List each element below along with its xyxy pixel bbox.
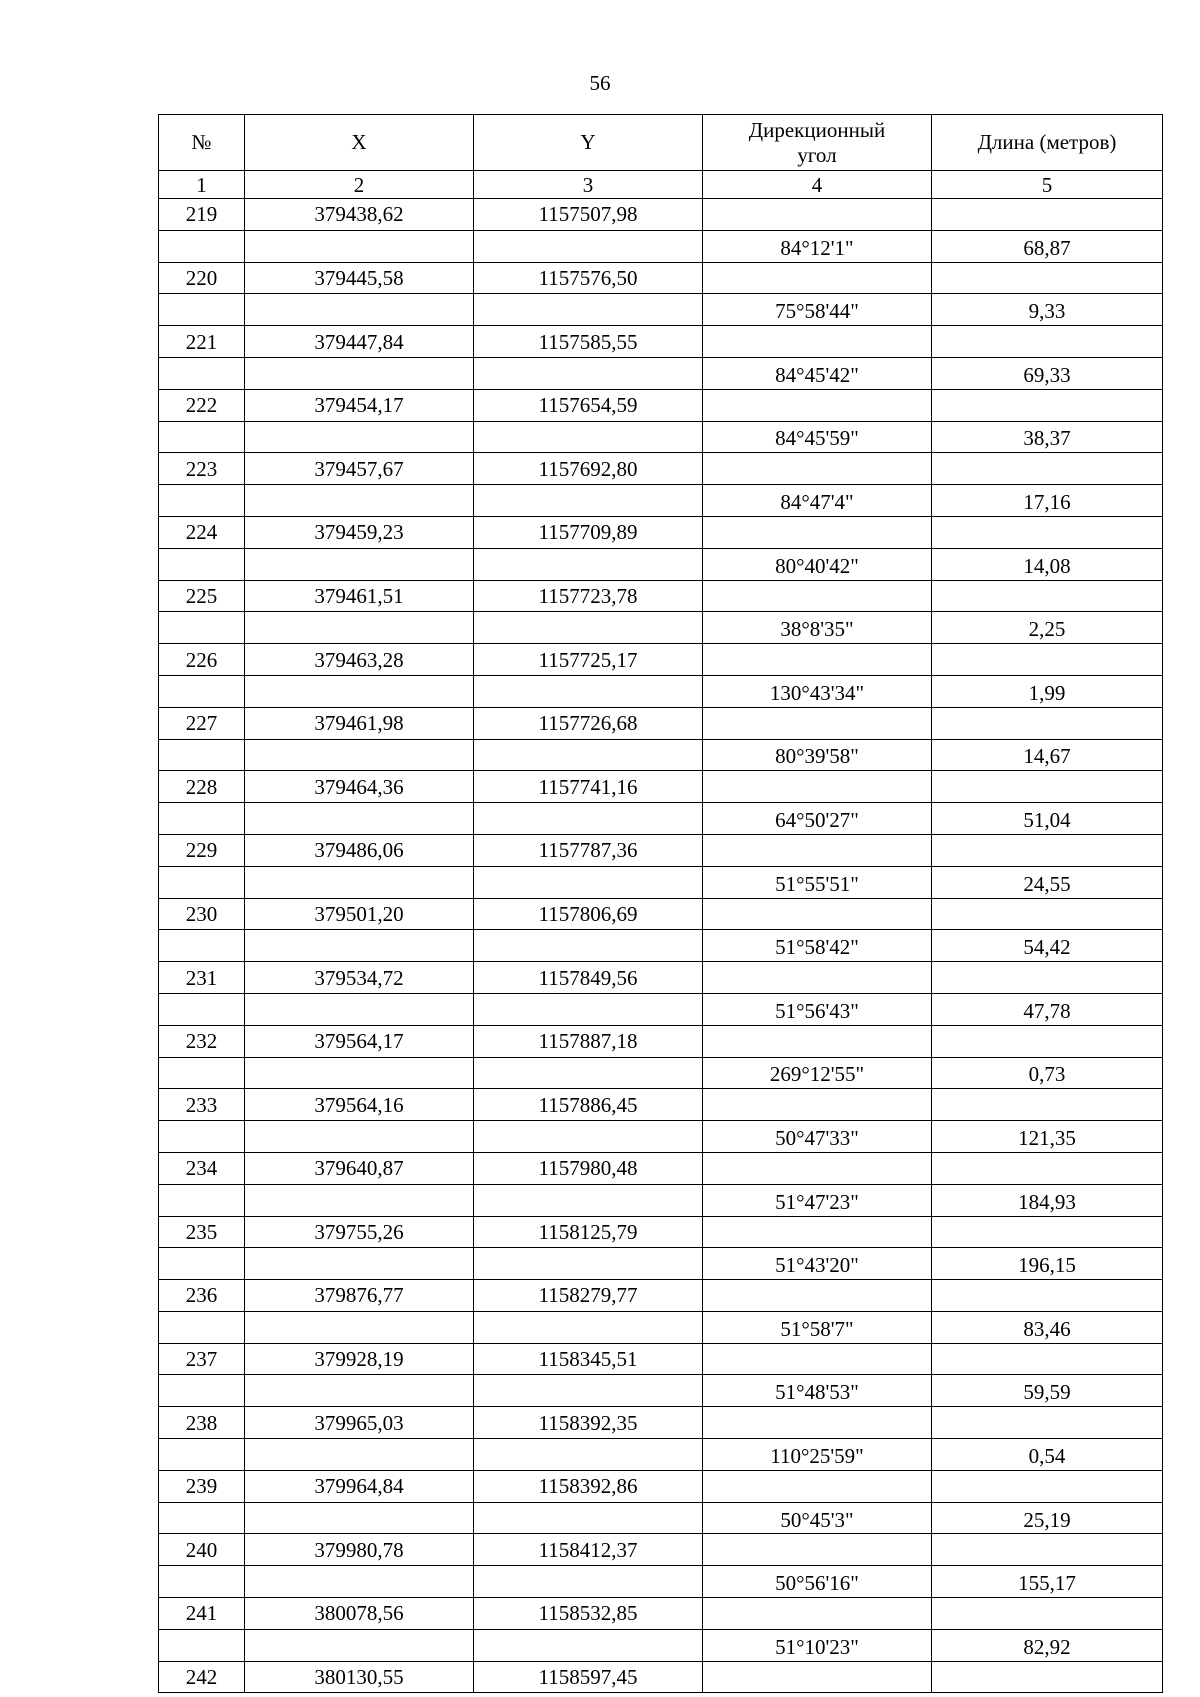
point-number-cell: 237 — [159, 1343, 245, 1375]
x-coordinate-cell: 379964,84 — [245, 1470, 474, 1502]
y-coordinate-cell: 1158392,35 — [474, 1407, 703, 1439]
direction-angle-cell: 84°45'59" — [703, 421, 932, 453]
y-coordinate-cell — [474, 1057, 703, 1089]
table-row — [159, 357, 1163, 389]
point-number-cell: 223 — [159, 453, 245, 485]
direction-angle-cell: 84°12'1" — [703, 230, 932, 262]
y-coordinate-cell — [474, 1184, 703, 1216]
x-coordinate-cell — [245, 1121, 474, 1153]
y-coordinate-cell: 1158279,77 — [474, 1280, 703, 1312]
length-cell — [932, 898, 1163, 930]
y-coordinate-cell: 1157585,55 — [474, 326, 703, 358]
length-cell — [932, 834, 1163, 866]
length-cell — [932, 516, 1163, 548]
table-row — [159, 1534, 1163, 1566]
point-number-cell: 235 — [159, 1216, 245, 1248]
length-cell: 51,04 — [932, 803, 1163, 835]
table-row — [159, 898, 1163, 930]
y-coordinate-cell: 1157886,45 — [474, 1089, 703, 1121]
table-row — [159, 1248, 1163, 1280]
table-row — [159, 199, 1163, 231]
y-coordinate-cell: 1157654,59 — [474, 389, 703, 421]
point-number-cell — [159, 675, 245, 707]
point-number-cell: 225 — [159, 580, 245, 612]
direction-angle-cell — [703, 326, 932, 358]
table-row — [159, 230, 1163, 262]
point-number-cell: 226 — [159, 644, 245, 676]
table-row — [159, 1375, 1163, 1407]
x-coordinate-cell — [245, 485, 474, 517]
x-coordinate-cell — [245, 930, 474, 962]
x-coordinate-cell: 379501,20 — [245, 898, 474, 930]
point-number-cell — [159, 739, 245, 771]
length-cell: 1,99 — [932, 675, 1163, 707]
point-number-cell: 221 — [159, 326, 245, 358]
x-coordinate-cell: 379980,78 — [245, 1534, 474, 1566]
length-cell — [932, 580, 1163, 612]
y-coordinate-cell: 1157725,17 — [474, 644, 703, 676]
table-row — [159, 485, 1163, 517]
direction-angle-cell: 80°39'58" — [703, 739, 932, 771]
length-cell — [932, 1598, 1163, 1630]
length-cell: 47,78 — [932, 993, 1163, 1025]
direction-angle-cell — [703, 1089, 932, 1121]
direction-angle-cell: 110°25'59" — [703, 1439, 932, 1471]
point-number-cell: 236 — [159, 1280, 245, 1312]
table-row — [159, 580, 1163, 612]
length-cell — [932, 199, 1163, 231]
direction-angle-cell: 50°47'33" — [703, 1121, 932, 1153]
x-coordinate-cell — [245, 993, 474, 1025]
point-number-cell: 220 — [159, 262, 245, 294]
direction-angle-cell: 84°47'4" — [703, 485, 932, 517]
length-cell: 68,87 — [932, 230, 1163, 262]
length-cell: 54,42 — [932, 930, 1163, 962]
table-row — [159, 1184, 1163, 1216]
x-coordinate-cell — [245, 1566, 474, 1598]
table-row — [159, 1407, 1163, 1439]
x-coordinate-cell — [245, 1502, 474, 1534]
table-row — [159, 644, 1163, 676]
length-cell: 14,67 — [932, 739, 1163, 771]
length-cell: 17,16 — [932, 485, 1163, 517]
length-cell: 69,33 — [932, 357, 1163, 389]
x-coordinate-cell — [245, 1629, 474, 1661]
table-row — [159, 1152, 1163, 1184]
point-number-cell: 222 — [159, 389, 245, 421]
table-row — [159, 1629, 1163, 1661]
point-number-cell — [159, 866, 245, 898]
point-number-cell — [159, 357, 245, 389]
x-coordinate-cell — [245, 548, 474, 580]
point-number-cell — [159, 1566, 245, 1598]
length-cell: 83,46 — [932, 1311, 1163, 1343]
direction-angle-cell — [703, 516, 932, 548]
table-body — [159, 199, 1163, 1693]
y-coordinate-cell — [474, 993, 703, 1025]
length-cell — [932, 1280, 1163, 1312]
direction-angle-cell — [703, 1280, 932, 1312]
x-coordinate-cell: 379928,19 — [245, 1343, 474, 1375]
point-number-cell: 242 — [159, 1661, 245, 1693]
x-coordinate-cell: 379464,36 — [245, 771, 474, 803]
y-coordinate-cell: 1158532,85 — [474, 1598, 703, 1630]
length-cell — [932, 1216, 1163, 1248]
x-coordinate-cell — [245, 1375, 474, 1407]
x-coordinate-cell: 379463,28 — [245, 644, 474, 676]
length-cell — [932, 1089, 1163, 1121]
column-number: 5 — [932, 171, 1163, 199]
point-number-cell — [159, 1121, 245, 1153]
point-number-cell: 232 — [159, 1025, 245, 1057]
x-coordinate-cell: 379461,51 — [245, 580, 474, 612]
x-coordinate-cell: 379876,77 — [245, 1280, 474, 1312]
point-number-cell — [159, 1502, 245, 1534]
point-number-cell — [159, 548, 245, 580]
column-number: 4 — [703, 171, 932, 199]
point-number-cell: 238 — [159, 1407, 245, 1439]
direction-angle-cell — [703, 1343, 932, 1375]
y-coordinate-cell — [474, 1502, 703, 1534]
table-row — [159, 1216, 1163, 1248]
direction-angle-cell — [703, 1661, 932, 1693]
direction-angle-cell — [703, 707, 932, 739]
table-row — [159, 453, 1163, 485]
y-coordinate-cell: 1157980,48 — [474, 1152, 703, 1184]
column-number: 2 — [245, 171, 474, 199]
table-row — [159, 707, 1163, 739]
y-coordinate-cell — [474, 357, 703, 389]
point-number-cell — [159, 1629, 245, 1661]
length-cell: 0,73 — [932, 1057, 1163, 1089]
length-cell: 184,93 — [932, 1184, 1163, 1216]
direction-angle-cell: 38°8'35" — [703, 612, 932, 644]
x-coordinate-cell — [245, 357, 474, 389]
direction-angle-cell: 84°45'42" — [703, 357, 932, 389]
table-row — [159, 1439, 1163, 1471]
length-cell: 121,35 — [932, 1121, 1163, 1153]
table-row — [159, 1566, 1163, 1598]
y-coordinate-cell: 1157692,80 — [474, 453, 703, 485]
table-row — [159, 262, 1163, 294]
x-coordinate-cell — [245, 1311, 474, 1343]
y-coordinate-cell — [474, 739, 703, 771]
table-row — [159, 675, 1163, 707]
y-coordinate-cell — [474, 866, 703, 898]
length-cell: 59,59 — [932, 1375, 1163, 1407]
column-number: 1 — [159, 171, 245, 199]
length-cell: 38,37 — [932, 421, 1163, 453]
y-coordinate-cell: 1157723,78 — [474, 580, 703, 612]
direction-angle-cell: 50°45'3" — [703, 1502, 932, 1534]
point-number-cell: 231 — [159, 962, 245, 994]
coordinates-table — [158, 114, 1163, 1693]
direction-angle-cell: 64°50'27" — [703, 803, 932, 835]
length-cell — [932, 644, 1163, 676]
direction-angle-cell — [703, 389, 932, 421]
point-number-cell — [159, 230, 245, 262]
table-row — [159, 1280, 1163, 1312]
x-coordinate-cell — [245, 675, 474, 707]
x-coordinate-cell: 379564,16 — [245, 1089, 474, 1121]
length-cell — [932, 326, 1163, 358]
length-cell — [932, 1152, 1163, 1184]
x-coordinate-cell: 379459,23 — [245, 516, 474, 548]
x-coordinate-cell — [245, 866, 474, 898]
direction-angle-cell: 50°56'16" — [703, 1566, 932, 1598]
direction-angle-cell — [703, 262, 932, 294]
y-coordinate-cell — [474, 1439, 703, 1471]
table-row — [159, 1661, 1163, 1693]
table-row — [159, 803, 1163, 835]
direction-angle-cell: 51°48'53" — [703, 1375, 932, 1407]
y-coordinate-cell: 1158412,37 — [474, 1534, 703, 1566]
point-number-cell — [159, 1248, 245, 1280]
direction-angle-cell — [703, 1216, 932, 1248]
length-cell — [932, 1343, 1163, 1375]
point-number-cell: 224 — [159, 516, 245, 548]
header-x: X — [245, 115, 474, 171]
table-row — [159, 548, 1163, 580]
point-number-cell: 239 — [159, 1470, 245, 1502]
y-coordinate-cell: 1157726,68 — [474, 707, 703, 739]
length-cell — [932, 389, 1163, 421]
y-coordinate-cell — [474, 1248, 703, 1280]
direction-angle-cell: 51°58'7" — [703, 1311, 932, 1343]
y-coordinate-cell — [474, 803, 703, 835]
table-row — [159, 1057, 1163, 1089]
direction-angle-cell: 75°58'44" — [703, 294, 932, 326]
y-coordinate-cell — [474, 294, 703, 326]
length-cell — [932, 962, 1163, 994]
direction-angle-cell — [703, 1598, 932, 1630]
direction-angle-cell: 51°10'23" — [703, 1629, 932, 1661]
y-coordinate-cell — [474, 548, 703, 580]
y-coordinate-cell: 1157576,50 — [474, 262, 703, 294]
y-coordinate-cell — [474, 612, 703, 644]
y-coordinate-cell: 1158597,45 — [474, 1661, 703, 1693]
x-coordinate-cell — [245, 803, 474, 835]
table-row — [159, 1311, 1163, 1343]
x-coordinate-cell: 379457,67 — [245, 453, 474, 485]
length-cell — [932, 1470, 1163, 1502]
y-coordinate-cell — [474, 421, 703, 453]
table-row — [159, 1025, 1163, 1057]
point-number-cell — [159, 1057, 245, 1089]
x-coordinate-cell: 379445,58 — [245, 262, 474, 294]
table-row — [159, 866, 1163, 898]
y-coordinate-cell: 1157887,18 — [474, 1025, 703, 1057]
table-row — [159, 739, 1163, 771]
direction-angle-cell — [703, 644, 932, 676]
x-coordinate-cell — [245, 612, 474, 644]
direction-angle-cell: 51°47'23" — [703, 1184, 932, 1216]
length-cell — [932, 1025, 1163, 1057]
table-row — [159, 389, 1163, 421]
header-direction-angle: Дирекционный угол — [703, 115, 932, 171]
table-row — [159, 1502, 1163, 1534]
length-cell — [932, 1534, 1163, 1566]
x-coordinate-cell: 379461,98 — [245, 707, 474, 739]
point-number-cell: 233 — [159, 1089, 245, 1121]
point-number-cell — [159, 1311, 245, 1343]
length-cell — [932, 1407, 1163, 1439]
table-row — [159, 1598, 1163, 1630]
y-coordinate-cell — [474, 675, 703, 707]
y-coordinate-cell — [474, 230, 703, 262]
y-coordinate-cell: 1158125,79 — [474, 1216, 703, 1248]
length-cell — [932, 1661, 1163, 1693]
header-number: № — [159, 115, 245, 171]
y-coordinate-cell — [474, 1375, 703, 1407]
point-number-cell: 219 — [159, 199, 245, 231]
x-coordinate-cell: 380078,56 — [245, 1598, 474, 1630]
length-cell: 82,92 — [932, 1629, 1163, 1661]
header-y: Y — [474, 115, 703, 171]
length-cell — [932, 771, 1163, 803]
x-coordinate-cell — [245, 421, 474, 453]
point-number-cell: 229 — [159, 834, 245, 866]
point-number-cell — [159, 421, 245, 453]
length-cell: 14,08 — [932, 548, 1163, 580]
table-row — [159, 1470, 1163, 1502]
direction-angle-cell — [703, 962, 932, 994]
direction-angle-cell: 51°43'20" — [703, 1248, 932, 1280]
table-row — [159, 421, 1163, 453]
table-row — [159, 1089, 1163, 1121]
y-coordinate-cell — [474, 1566, 703, 1598]
direction-angle-cell: 130°43'34" — [703, 675, 932, 707]
length-cell — [932, 453, 1163, 485]
page-number: 56 — [589, 71, 611, 95]
length-cell: 2,25 — [932, 612, 1163, 644]
y-coordinate-cell: 1158345,51 — [474, 1343, 703, 1375]
table-row — [159, 612, 1163, 644]
y-coordinate-cell — [474, 930, 703, 962]
x-coordinate-cell: 379447,84 — [245, 326, 474, 358]
length-cell — [932, 262, 1163, 294]
point-number-cell: 234 — [159, 1152, 245, 1184]
x-coordinate-cell — [245, 294, 474, 326]
point-number-cell: 227 — [159, 707, 245, 739]
table-row — [159, 771, 1163, 803]
direction-angle-cell — [703, 1025, 932, 1057]
x-coordinate-cell: 379640,87 — [245, 1152, 474, 1184]
table-row — [159, 1121, 1163, 1153]
x-coordinate-cell — [245, 230, 474, 262]
table-row — [159, 930, 1163, 962]
y-coordinate-cell — [474, 485, 703, 517]
x-coordinate-cell — [245, 1439, 474, 1471]
y-coordinate-cell: 1158392,86 — [474, 1470, 703, 1502]
y-coordinate-cell — [474, 1121, 703, 1153]
point-number-cell — [159, 930, 245, 962]
point-number-cell — [159, 993, 245, 1025]
direction-angle-cell: 51°58'42" — [703, 930, 932, 962]
y-coordinate-cell — [474, 1629, 703, 1661]
table-row — [159, 326, 1163, 358]
table-row — [159, 516, 1163, 548]
point-number-cell — [159, 485, 245, 517]
x-coordinate-cell: 379564,17 — [245, 1025, 474, 1057]
direction-angle-cell — [703, 1470, 932, 1502]
x-coordinate-cell: 379454,17 — [245, 389, 474, 421]
point-number-cell — [159, 1184, 245, 1216]
table-row — [159, 1343, 1163, 1375]
point-number-cell: 241 — [159, 1598, 245, 1630]
direction-angle-cell — [703, 1407, 932, 1439]
y-coordinate-cell: 1157507,98 — [474, 199, 703, 231]
point-number-cell — [159, 612, 245, 644]
direction-angle-cell: 269°12'55" — [703, 1057, 932, 1089]
y-coordinate-cell: 1157849,56 — [474, 962, 703, 994]
x-coordinate-cell — [245, 1057, 474, 1089]
direction-angle-cell: 51°55'51" — [703, 866, 932, 898]
x-coordinate-cell: 379534,72 — [245, 962, 474, 994]
point-number-cell — [159, 1439, 245, 1471]
table-row — [159, 962, 1163, 994]
length-cell: 25,19 — [932, 1502, 1163, 1534]
length-cell — [932, 707, 1163, 739]
direction-angle-cell — [703, 453, 932, 485]
point-number-cell — [159, 294, 245, 326]
point-number-cell: 240 — [159, 1534, 245, 1566]
length-cell: 9,33 — [932, 294, 1163, 326]
direction-angle-cell — [703, 898, 932, 930]
y-coordinate-cell: 1157709,89 — [474, 516, 703, 548]
point-number-cell — [159, 803, 245, 835]
x-coordinate-cell — [245, 1184, 474, 1216]
direction-angle-cell — [703, 1152, 932, 1184]
length-cell: 24,55 — [932, 866, 1163, 898]
x-coordinate-cell — [245, 1248, 474, 1280]
y-coordinate-cell: 1157787,36 — [474, 834, 703, 866]
table-header-row — [159, 115, 1163, 171]
table-row — [159, 834, 1163, 866]
length-cell: 155,17 — [932, 1566, 1163, 1598]
direction-angle-cell — [703, 199, 932, 231]
x-coordinate-cell: 379438,62 — [245, 199, 474, 231]
length-cell: 196,15 — [932, 1248, 1163, 1280]
column-number-row — [159, 171, 1163, 199]
column-number: 3 — [474, 171, 703, 199]
x-coordinate-cell: 379965,03 — [245, 1407, 474, 1439]
y-coordinate-cell: 1157741,16 — [474, 771, 703, 803]
x-coordinate-cell: 379755,26 — [245, 1216, 474, 1248]
table-row — [159, 993, 1163, 1025]
direction-angle-cell — [703, 1534, 932, 1566]
point-number-cell: 230 — [159, 898, 245, 930]
direction-angle-cell: 80°40'42" — [703, 548, 932, 580]
x-coordinate-cell: 379486,06 — [245, 834, 474, 866]
direction-angle-cell — [703, 771, 932, 803]
header-length: Длина (метров) — [932, 115, 1163, 171]
direction-angle-cell — [703, 834, 932, 866]
y-coordinate-cell — [474, 1311, 703, 1343]
y-coordinate-cell: 1157806,69 — [474, 898, 703, 930]
point-number-cell: 228 — [159, 771, 245, 803]
table-row — [159, 294, 1163, 326]
direction-angle-cell — [703, 580, 932, 612]
length-cell: 0,54 — [932, 1439, 1163, 1471]
x-coordinate-cell — [245, 739, 474, 771]
x-coordinate-cell: 380130,55 — [245, 1661, 474, 1693]
direction-angle-cell: 51°56'43" — [703, 993, 932, 1025]
point-number-cell — [159, 1375, 245, 1407]
